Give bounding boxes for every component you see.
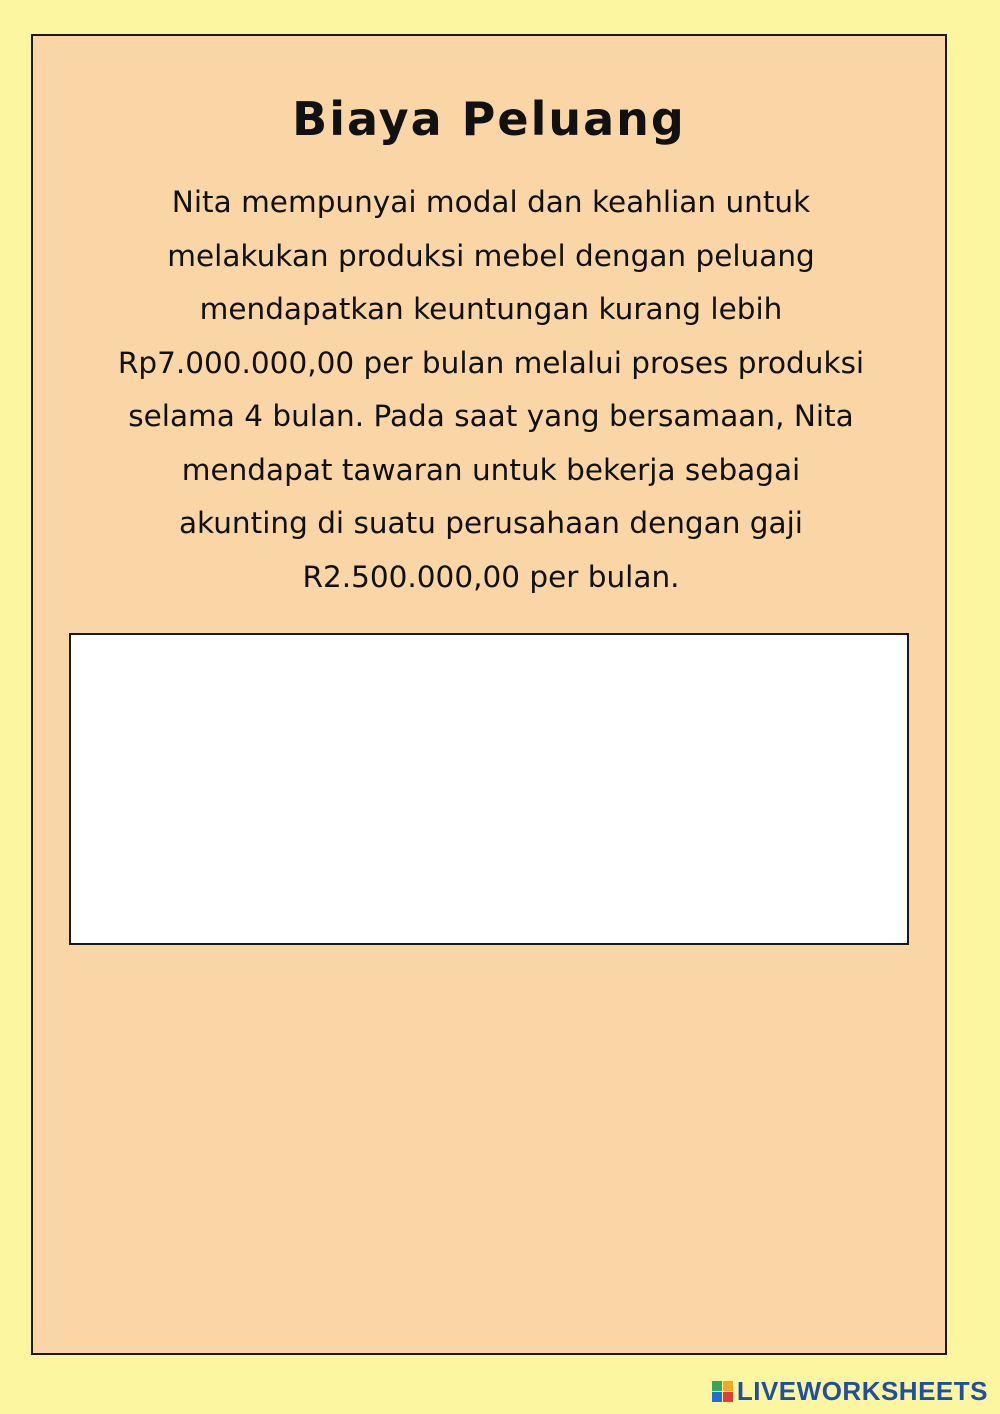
paragraph-line: Rp7.000.000,00 per bulan melalui proses produksi <box>117 345 865 380</box>
liveworksheets-wordmark: LIVEWORKSHEETS <box>736 1376 988 1406</box>
worksheet-title: Biaya Peluang <box>292 92 686 146</box>
answer-input-box[interactable] <box>69 633 909 945</box>
paragraph-line: mendapatkan keuntungan kurang lebih <box>199 292 783 326</box>
paragraph-line: selama 4 bulan. Pada saat yang bersamaan, Nita <box>128 399 854 433</box>
liveworksheets-logo-icon <box>712 1381 733 1402</box>
paragraph-line: Nita mempunyai modal dan keahlian untuk <box>171 185 811 219</box>
problem-paragraph <box>55 176 927 604</box>
paragraph-line: mendapat tawaran untuk bekerja sebagai <box>181 452 801 487</box>
logo-square-blue <box>712 1392 722 1402</box>
logo-square-orange <box>723 1381 733 1391</box>
worksheet-card <box>31 34 947 1355</box>
paragraph-line: R2.500.000,00 per bulan. <box>302 559 680 594</box>
logo-square-red <box>723 1392 733 1402</box>
paragraph-line: akunting di suatu perusahaan dengan gaji <box>178 506 803 540</box>
logo-square-green <box>712 1381 722 1391</box>
liveworksheets-branding <box>712 1378 988 1404</box>
paragraph-line: melakukan produksi mebel dengan peluang <box>167 238 815 273</box>
